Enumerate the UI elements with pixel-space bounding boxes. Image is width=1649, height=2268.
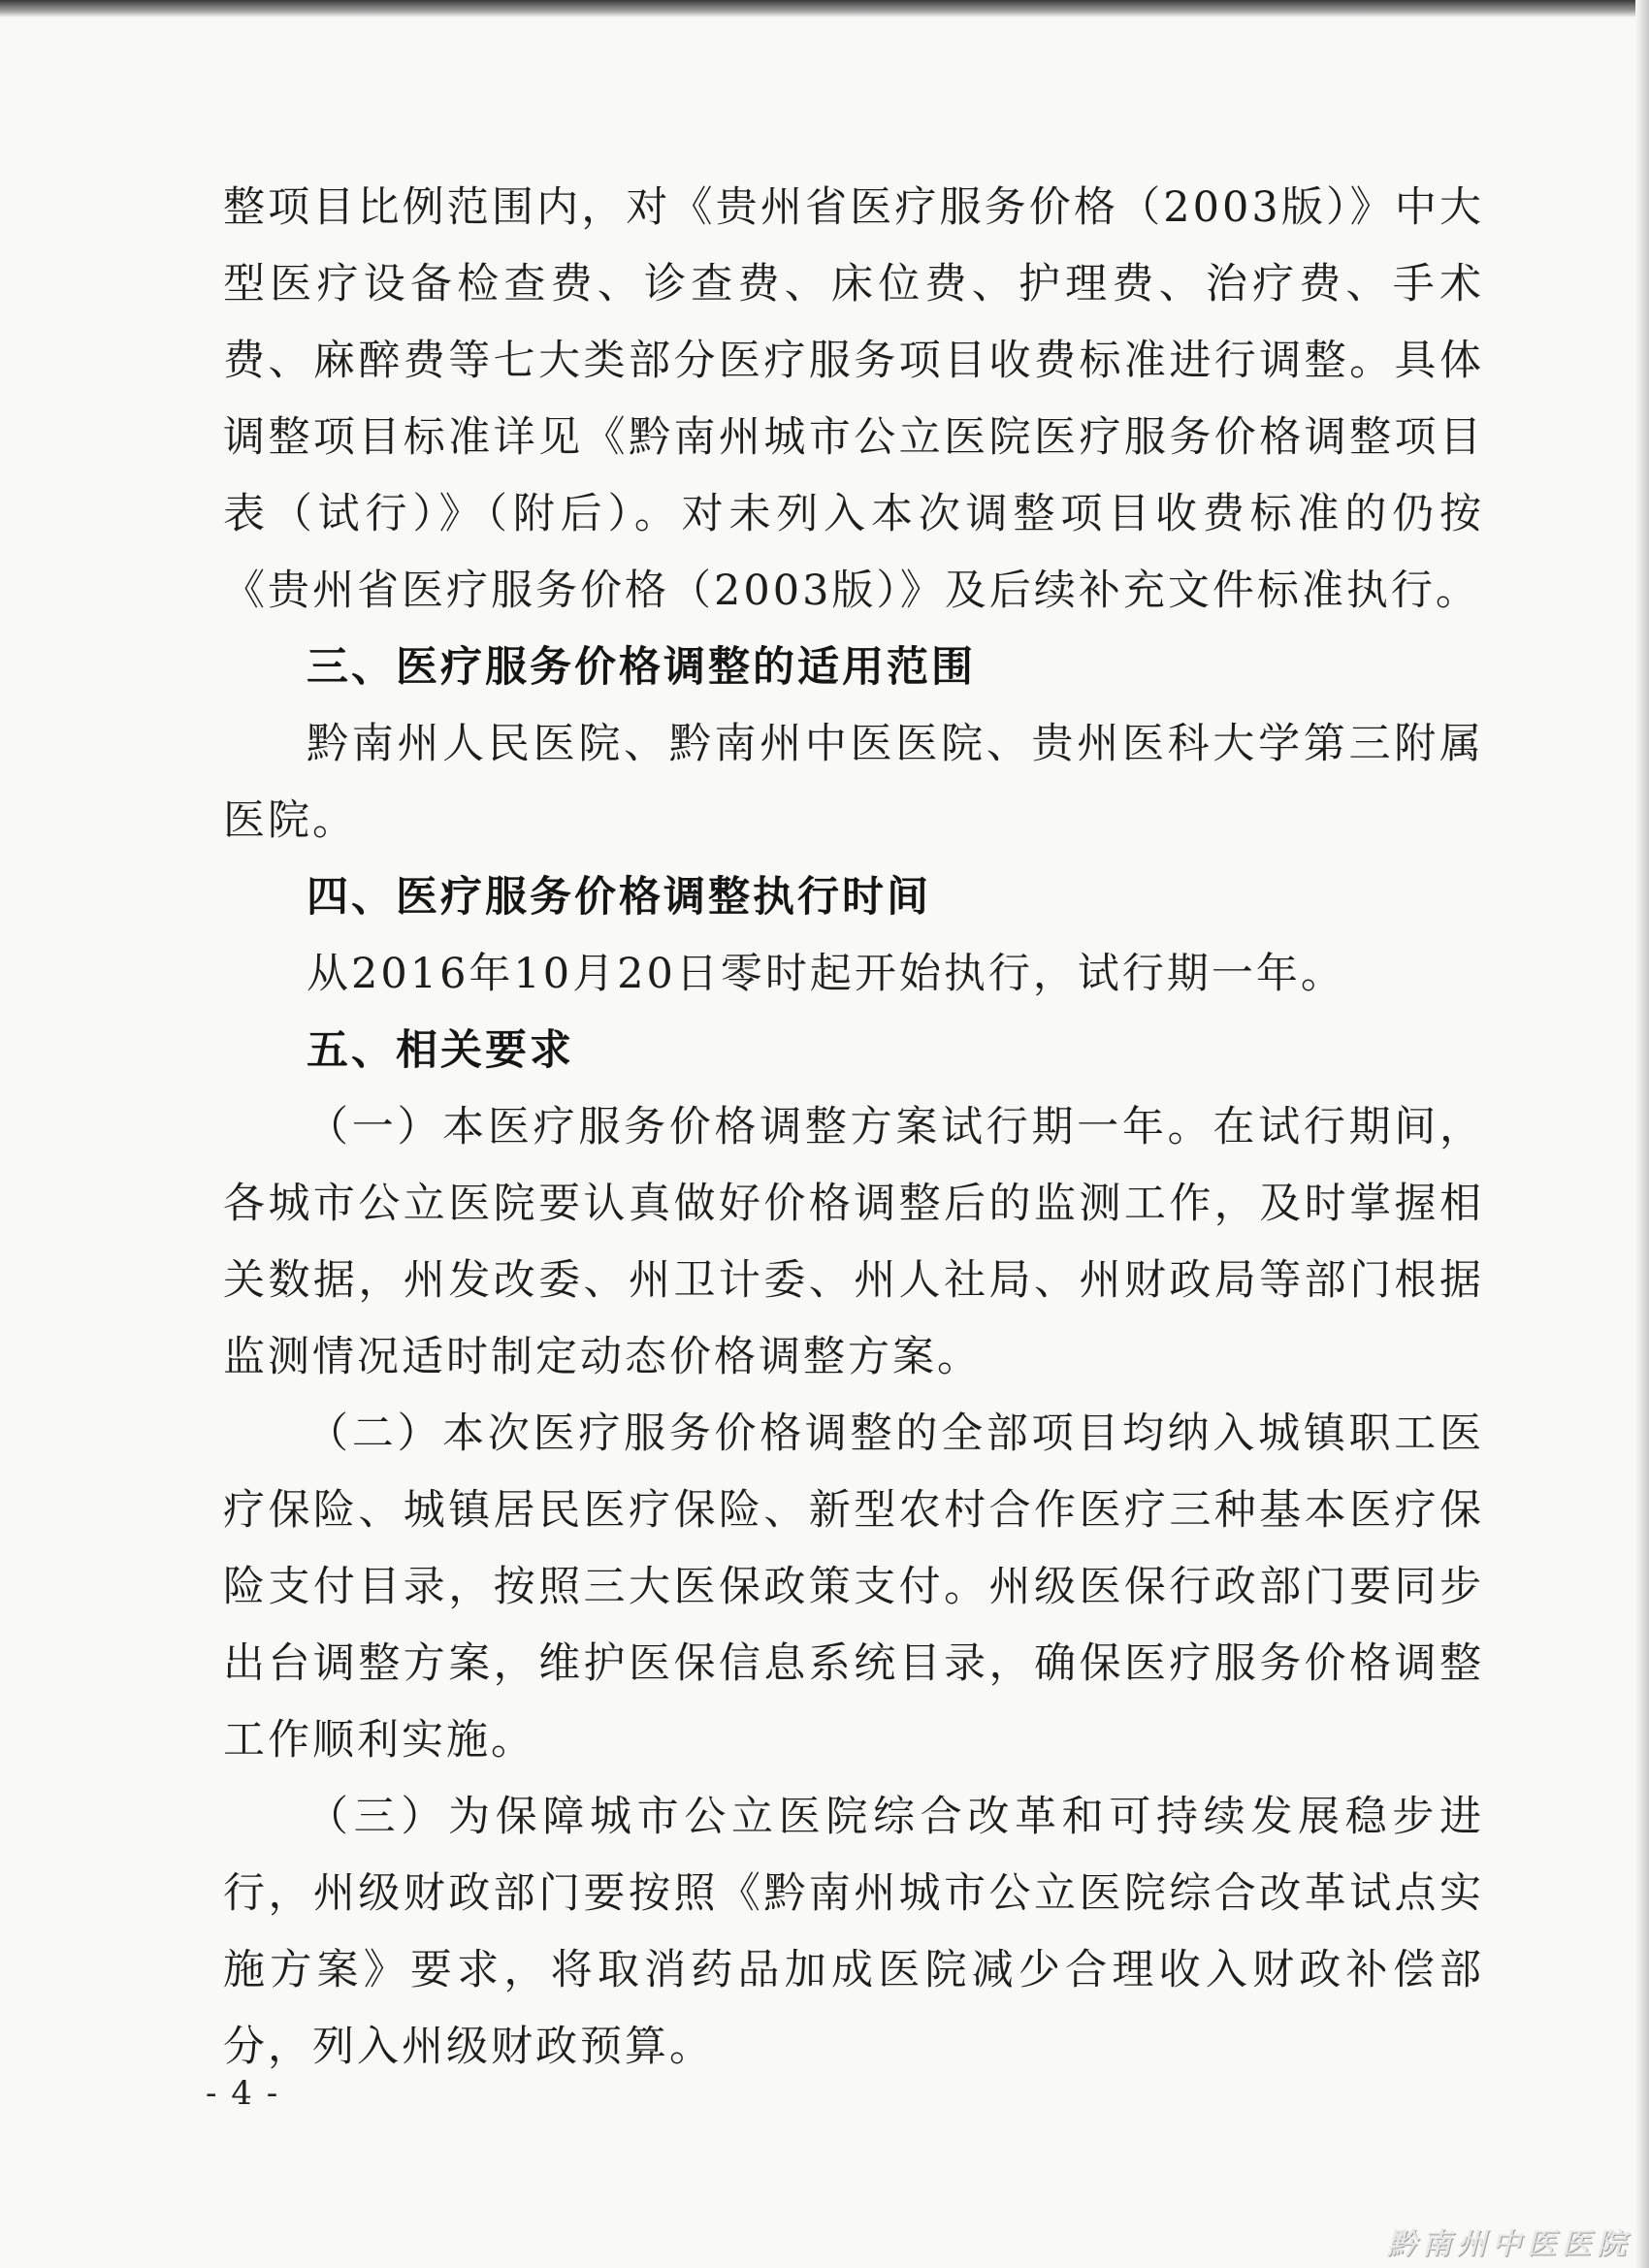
scan-top-edge [0, 0, 1649, 17]
document-body [223, 170, 1484, 2086]
heading-requirements: 五、相关要求 [307, 1026, 574, 1075]
paragraph-requirement-1: （一）本医疗服务价格调整方案试行期一年。在试行期间，各城市公立医院要认真做好价格调整后的监测工作，及时掌握相关数据，州发改委、州卫计委、州人社局、州财政局等部门根据监测情况适时制定动态价格调整方案。 [223, 1103, 1484, 1381]
heading-execution-time: 四、医疗服务价格调整执行时间 [307, 873, 931, 922]
page-number: - 4 - [206, 2074, 280, 2113]
heading-applicable-scope: 三、医疗服务价格调整的适用范围 [307, 643, 976, 692]
paragraph-requirement-2: （二）本次医疗服务价格调整的全部项目均纳入城镇职工医疗保险、城镇居民医疗保险、新型农村合作医疗三种基本医疗保险支付目录，按照三大医保政策支付。州级医保行政部门要同步出台调整方案，维护医保信息系统目录，确保医疗服务价格调整工作顺利实施。 [223, 1409, 1484, 1765]
scan-right-edge [1635, 0, 1649, 2268]
paragraph-hospitals: 黔南州人民医院、黔南州中医医院、贵州医科大学第三附属医院。 [223, 720, 1484, 845]
paragraph-requirement-3: （三）为保障城市公立医院综合改革和可持续发展稳步进行，州级财政部门要按照《黔南州城市公立医院综合改革试点实施方案》要求，将取消药品加成医院减少合理收入财政补偿部分，列入州级财政预算。 [223, 1793, 1484, 2071]
paragraph-price-adjustment-scope: 整项目比例范围内，对《贵州省医疗服务价格（2003版）》中大型医疗设备检查费、诊查费、床位费、护理费、治疗费、手术费、麻醉费等七大类部分医疗服务项目收费标准进行调整。具体调整项目标准详见《黔南州城市公立医院医疗服务价格调整项目表（试行）》（附后）。对未列入本次调整项目收费标准的仍按《贵州省医疗服务价格（2003版）》及后续补充文件标准执行。 [223, 183, 1484, 615]
paragraph-execution-date: 从2016年10月20日零时起开始执行，试行期一年。 [307, 950, 1345, 998]
watermark-hospital-name: 黔南州中医医院 [1387, 2227, 1632, 2261]
